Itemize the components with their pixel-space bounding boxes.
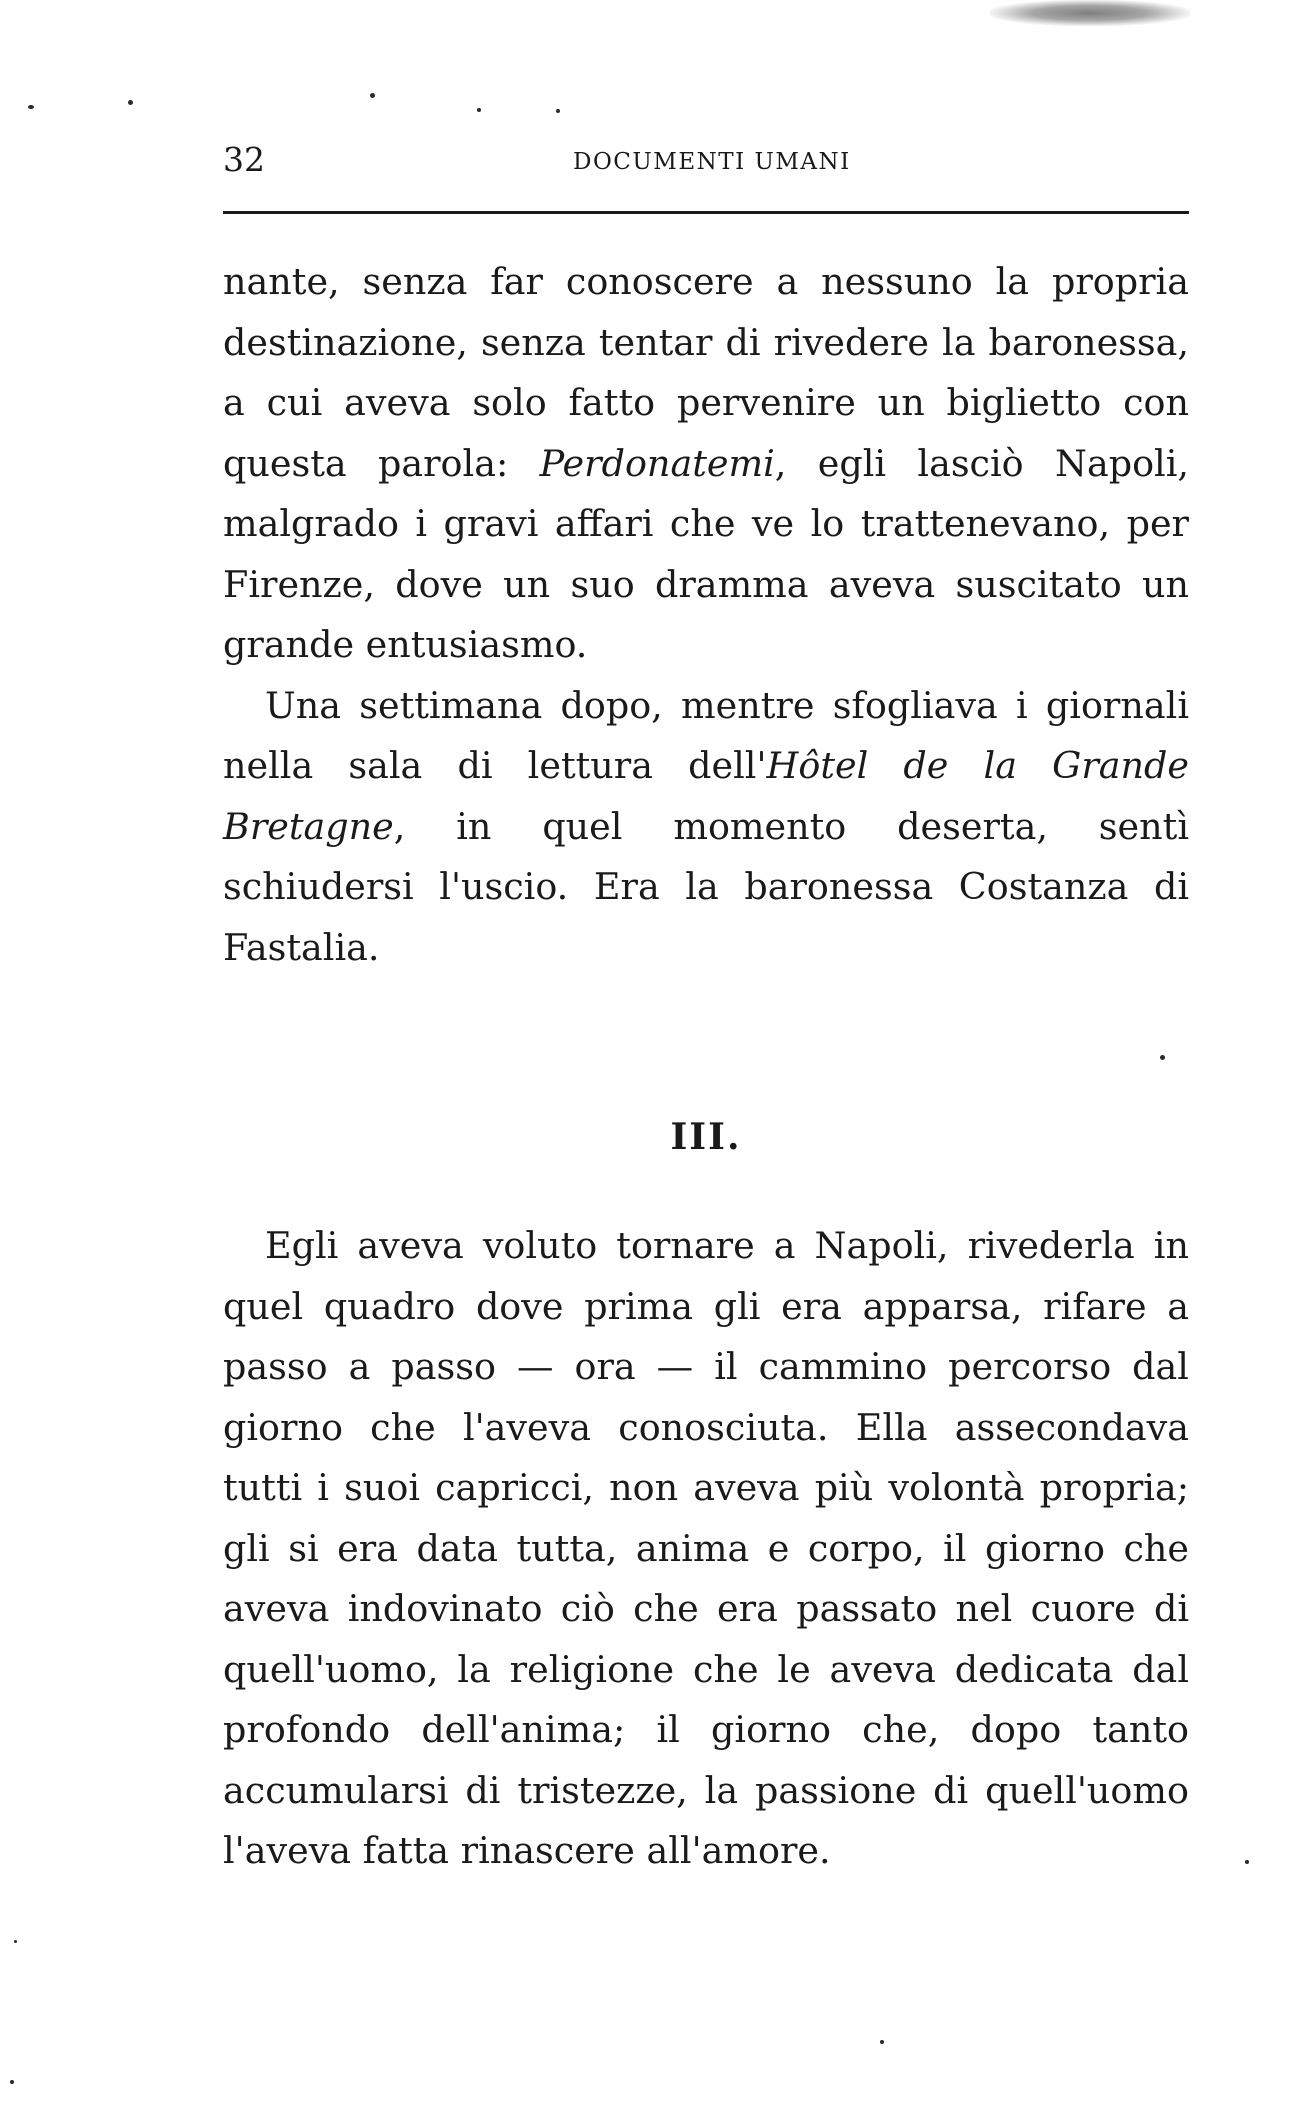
- scan-speck: [10, 2080, 14, 2084]
- running-head: DOCUMENTI UMANI: [573, 149, 851, 175]
- paragraph-1-text-b: , egli lasciò Napoli, malgrado i gravi affari che ve lo trattenevano, per Firenze, dove un suo dramma aveva suscitato un grande entusiasmo.: [223, 441, 1189, 666]
- header-rule: [223, 211, 1189, 214]
- paragraph-2-italic: Hôtel de la Grande Bretagne: [223, 744, 1189, 848]
- paragraph-2: [223, 676, 1189, 979]
- paragraph-1-italic: Perdonatemi: [539, 441, 775, 485]
- scan-speck: [880, 2040, 884, 2044]
- scan-speck: [370, 93, 375, 98]
- page-header: [223, 140, 1189, 180]
- paragraph-1: [223, 252, 1189, 676]
- section-heading: III.: [670, 1116, 742, 1158]
- scan-speck: [128, 100, 133, 105]
- scan-blot: [990, 0, 1190, 26]
- paragraph-3: Egli aveva voluto tornare a Napoli, rivederla in quel quadro dove prima gli era apparsa, rifare a passo a passo — ora — il cammino percorso dal giorno che l'aveva conosciuta. Ella assecondava tutti i suoi capricci, non aveva più volontà propria; gli si era data tutta, anima e corpo, il giorno che aveva indovinato ciò che era passato nel cuore di quell'uomo, la religione che le aveva dedicata dal profondo dell'anima; il giorno che, dopo tanto accumularsi di tristezze, la passione di quell'uomo l'aveva fatta rinascere all'amore.: [223, 1224, 1189, 1872]
- paragraph-1-text-a: nante, senza far conoscere a nessuno la propria destinazione, senza tentar di rivedere la baronessa, a cui aveva solo fatto pervenire un biglietto con questa parola:: [223, 260, 1189, 485]
- scan-speck: [1160, 1055, 1165, 1060]
- scan-speck: [556, 109, 560, 113]
- main-text: [223, 252, 1189, 978]
- scan-speck: [1245, 1860, 1249, 1864]
- page-number: 32: [223, 140, 265, 179]
- paragraph-2-text-a: Una settimana dopo, mentre sfogliava i giornali nella sala di lettura dell': [223, 683, 1189, 787]
- scan-speck: [14, 1940, 17, 1943]
- scan-speck: [477, 108, 481, 112]
- paragraph-2-text-b: , in quel momento deserta, sentì schiudersi l'uscio. Era la baronessa Costanza di Fastalia.: [223, 804, 1189, 969]
- section-text: [223, 1216, 1189, 1882]
- scan-speck: [28, 105, 34, 109]
